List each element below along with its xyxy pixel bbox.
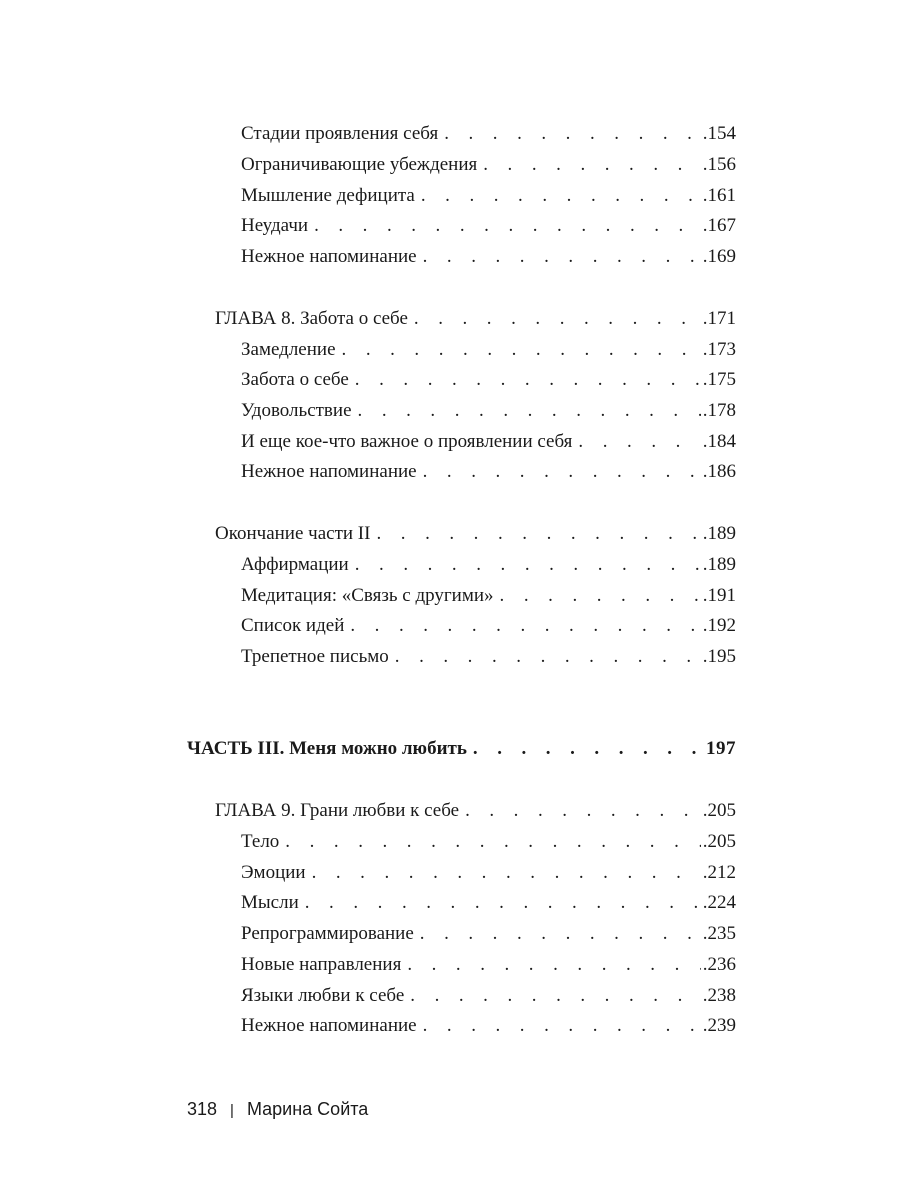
dot-leader: [444, 122, 701, 146]
toc-entry-page: .239: [702, 1015, 736, 1036]
toc-entry-title: Мышление дефицита: [241, 185, 415, 206]
toc-entry-page: .171: [702, 308, 736, 329]
dot-leader: [355, 368, 701, 392]
dot-leader: [421, 184, 701, 208]
page-footer: [187, 1099, 368, 1120]
toc-entry-page: .191: [702, 585, 736, 606]
toc-entry: [241, 614, 736, 638]
toc-entry-title: Репрограммирование: [241, 923, 414, 944]
toc-entry-title: Медитация: «Связь с другими»: [241, 585, 494, 606]
toc-part-title: ЧАСТЬ III. Меня можно любить: [187, 738, 467, 759]
toc-entry-page: .224: [702, 892, 736, 913]
toc-entry-title: Нежное напоминание: [241, 246, 417, 267]
toc-entry-title: Тело: [241, 831, 280, 852]
toc-entry-title: ГЛАВА 9. Грани любви к себе: [215, 800, 460, 821]
dot-leader: [355, 553, 701, 577]
toc-entry: [241, 460, 736, 484]
toc-entry-title: Языки любви к себе: [241, 985, 405, 1006]
toc-entry-title: Удовольствие: [241, 400, 352, 421]
dot-leader: [350, 614, 700, 638]
toc-entry-page: .192: [702, 615, 736, 636]
dot-leader: [407, 953, 700, 977]
toc-entry-page: .189: [702, 523, 736, 544]
toc-entry: [241, 153, 736, 177]
toc-entry: [241, 430, 736, 454]
toc-part: [187, 737, 736, 761]
toc-entry: [241, 399, 736, 423]
dot-leader: [314, 214, 701, 238]
toc-entry-page: .184: [702, 431, 736, 452]
toc-chapter: [215, 522, 736, 546]
toc-entry-title: Забота о себе: [241, 369, 349, 390]
toc-entry: [241, 645, 736, 669]
toc-entry-page: .175: [702, 369, 736, 390]
dot-leader: [500, 584, 701, 608]
toc-entry: [241, 891, 736, 915]
dot-leader: [473, 737, 704, 761]
toc-entry-page: .238: [702, 985, 736, 1006]
toc-entry-page: .205: [702, 831, 736, 852]
toc-entry-title: Стадии проявления себя: [241, 123, 439, 144]
dot-leader: [423, 245, 701, 269]
dot-leader: [483, 153, 701, 177]
dot-leader: [376, 522, 700, 546]
toc-entry: [241, 830, 736, 854]
toc-entry-page: .169: [702, 246, 736, 267]
dot-leader: [285, 830, 700, 854]
toc-entry-title: Новые направления: [241, 954, 402, 975]
toc-entry: [241, 214, 736, 238]
toc-entry: [241, 184, 736, 208]
toc-entry: [241, 553, 736, 577]
toc-entry-page: .189: [702, 554, 736, 575]
toc-entry: [241, 368, 736, 392]
toc-entry-title: Эмоции: [241, 862, 306, 883]
toc-entry-page: .235: [702, 923, 736, 944]
toc-chapter: [215, 307, 736, 331]
footer-author: Марина Сойта: [246, 1099, 369, 1119]
toc-chapter: [215, 799, 736, 823]
dot-leader: [578, 430, 700, 454]
dot-leader: [342, 338, 701, 362]
toc-entry-page: .167: [702, 215, 736, 236]
dot-leader: [312, 861, 701, 885]
toc-entry-title: Замедление: [241, 339, 336, 360]
toc-entry: [241, 861, 736, 885]
toc-entry-title: Нежное напоминание: [241, 1015, 417, 1036]
toc-entry: [241, 245, 736, 269]
toc-entry-page: .205: [702, 800, 736, 821]
dot-leader: [420, 922, 701, 946]
toc-entry-title: Трепетное письмо: [241, 646, 389, 667]
toc-entry-title: Ограничивающие убеждения: [241, 154, 478, 175]
dot-leader: [358, 399, 701, 423]
toc-entry-page: .178: [702, 400, 736, 421]
dot-leader: [395, 645, 701, 669]
toc-part-page: 197: [706, 738, 736, 759]
toc-entry-page: .195: [702, 646, 736, 667]
toc-entry: [241, 984, 736, 1008]
dot-leader: [410, 984, 700, 1008]
toc-entry: [241, 584, 736, 608]
dot-leader: [305, 891, 701, 915]
toc-entry: [241, 338, 736, 362]
toc-entry: [241, 922, 736, 946]
dot-leader: [423, 1014, 701, 1038]
toc-entry-title: Нежное напоминание: [241, 461, 417, 482]
toc-entry-page: .186: [702, 461, 736, 482]
toc-entry: [241, 1014, 736, 1038]
toc-entry-page: .154: [702, 123, 736, 144]
toc-entry-page: .212: [702, 862, 736, 883]
dot-leader: [414, 307, 701, 331]
toc-entry-title: Список идей: [241, 615, 345, 636]
footer-separator: |: [230, 1102, 234, 1119]
page-number: 318: [187, 1099, 218, 1119]
toc-entry-title: Мысли: [241, 892, 299, 913]
toc-entry: [241, 953, 736, 977]
toc-entry-page: .156: [702, 154, 736, 175]
toc-entry-page: .236: [702, 954, 736, 975]
toc-entry-title: И еще кое-что важное о проявлении себя: [241, 431, 573, 452]
toc-entry-page: .173: [702, 339, 736, 360]
toc-entry-title: Аффирмации: [241, 554, 349, 575]
toc-entry-title: Неудачи: [241, 215, 309, 236]
dot-leader: [423, 460, 701, 484]
dot-leader: [465, 799, 701, 823]
toc-entry: [241, 122, 736, 146]
toc-entry-title: Окончание части II: [215, 523, 371, 544]
toc-entry-title: ГЛАВА 8. Забота о себе: [215, 308, 408, 329]
toc-entry-page: .161: [702, 185, 736, 206]
